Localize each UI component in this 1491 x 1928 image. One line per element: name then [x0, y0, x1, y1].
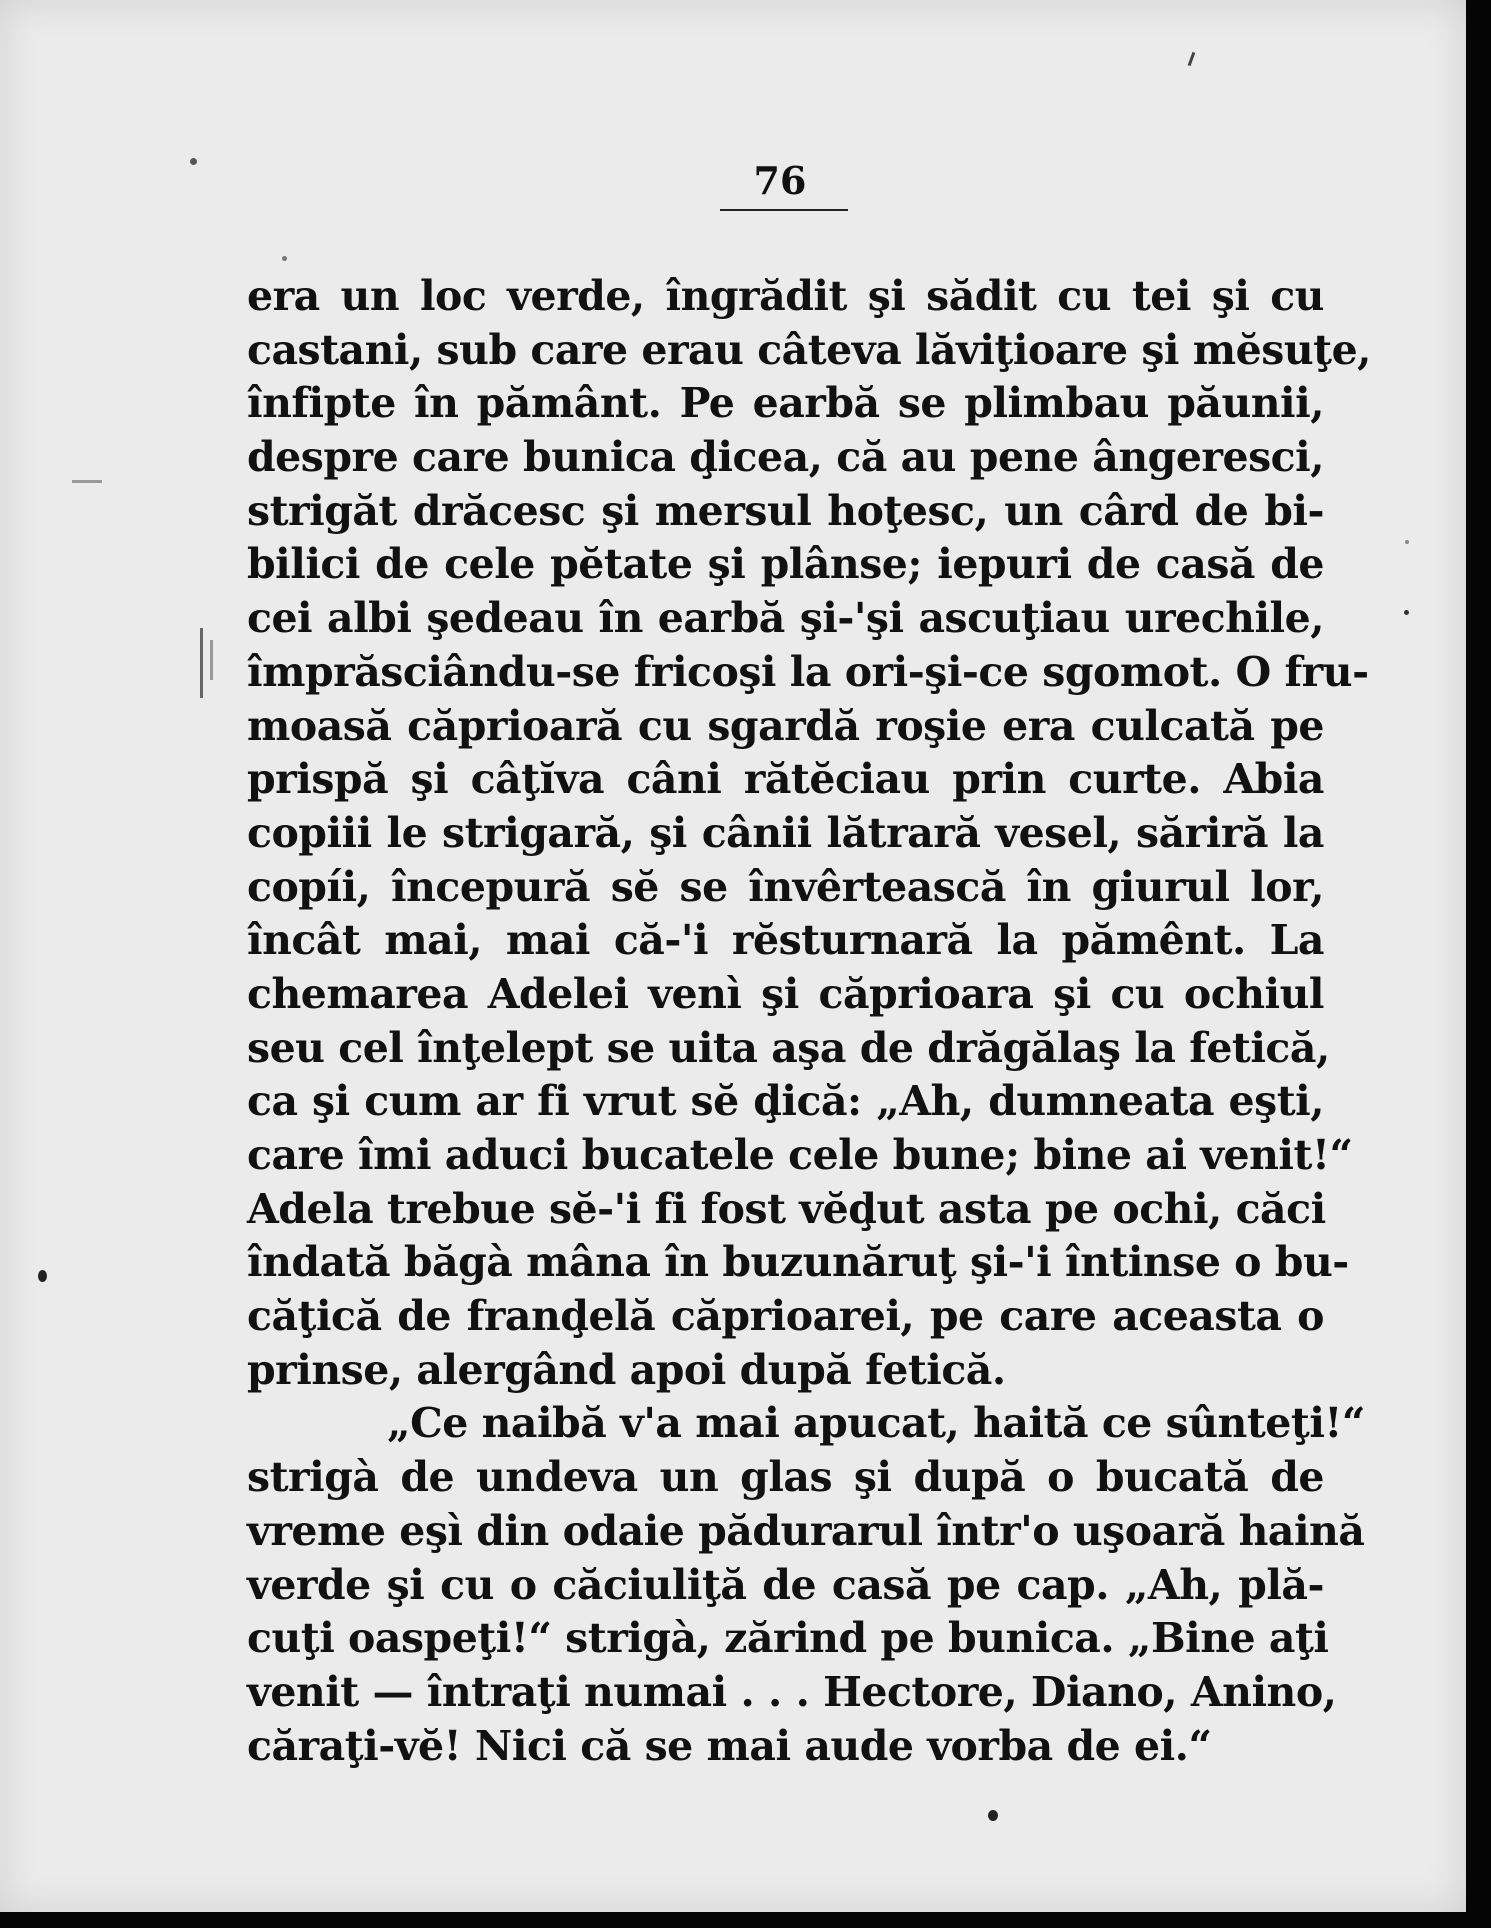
text-line: seu cel înţelept se uita aşa de drăgălaş la fetică, — [247, 1023, 1330, 1072]
text-line: înfipte în pământ. Pe earbă se plimbau păunii, — [247, 379, 1324, 428]
text-line: vreme eşì din odaie pădurarul într'o uşoară haină — [247, 1506, 1365, 1555]
scan-speck — [1404, 610, 1409, 615]
text-line: venit — întraţi numai . . . Hectore, Diano, Anino, — [247, 1667, 1337, 1716]
scan-mark — [210, 640, 213, 680]
text-line: căraţi-vĕ! Nici că se mai aude vorba de ei.“ — [247, 1721, 1212, 1770]
text-line: „Ce naibă v'a mai apucat, haită ce sûnteţi!“ — [387, 1399, 1365, 1448]
scan-border-right — [1466, 0, 1491, 1928]
text-line: verde şi cu o căciuliţă de casă pe cap. „Ah, plă- — [247, 1560, 1324, 1609]
text-line: strigà de undeva un glas şi după o bucată de — [247, 1453, 1324, 1502]
text-line: copíi, începură sĕ se învêrtească în giurul lor, — [247, 862, 1324, 911]
body-text — [247, 270, 1371, 1773]
text-line: moasă căprioară cu sgardă roşie era culcată pe — [247, 701, 1324, 750]
scan-speck — [988, 1810, 998, 1821]
page-number: 76 — [753, 158, 807, 203]
scan-speck — [190, 158, 197, 165]
text-line: copiii le strigară, şi cânii lătrară vesel, săriră la — [247, 808, 1324, 857]
scan-speck — [282, 256, 287, 261]
text-line: îndată băgà mâna în buzunăruţ şi-'i întinse o bu- — [247, 1238, 1349, 1287]
scan-speck — [38, 1270, 47, 1282]
scan-speck — [1405, 540, 1409, 544]
text-line: ca şi cum ar fi vrut sĕ ḑică: „Ah, dumneata eşti, — [247, 1077, 1324, 1126]
text-line: era un loc verde, îngrădit şi sădit cu tei şi cu — [247, 272, 1324, 320]
text-line: despre care bunica ḑicea, că au pene ângeresci, — [247, 433, 1324, 482]
text-line: cei albi şedeau în earbă şi-'şi ascuţiau urechile, — [247, 594, 1324, 643]
text-line: prinse, alergând apoi după fetică. — [247, 1345, 1006, 1394]
page-number-rule — [720, 209, 848, 211]
text-line: bilici de cele pĕtate şi plânse; iepuri de casă de — [247, 540, 1324, 589]
scan-mark — [1188, 52, 1196, 66]
text-line: castani, sub care erau câteva lăviţioare şi mĕsuţe, — [247, 325, 1371, 374]
text-line: căţică de franḑelă căprioarei, pe care aceasta o — [247, 1292, 1324, 1341]
scan-border-bottom — [0, 1912, 1491, 1928]
text-line: prispă şi câţĭva câni rătĕciau prin curte. Abia — [247, 755, 1324, 804]
text-line: cuţi oaspeţi!“ strigà, zărind pe bunica. „Bine aţi — [247, 1614, 1329, 1663]
scan-mark — [200, 628, 203, 698]
text-line: strigăt drăcesc şi mersul hoţesc, un cârd de bi- — [247, 486, 1324, 535]
text-line: împrăsciându-se fricoşi la ori-şi-ce sgomot. O fru- — [247, 647, 1369, 696]
scan-mark — [72, 480, 102, 483]
text-line: Adela trebue sĕ-'i fi fost vĕḑut asta pe ochi, căci — [247, 1184, 1326, 1233]
text-line: chemarea Adelei venì şi căprioara şi cu ochiul — [247, 969, 1324, 1018]
text-line: care îmi aduci bucatele cele bune; bine ai venit!“ — [247, 1131, 1353, 1179]
text-line: încât mai, mai că-'i rĕsturnară la pămênt. La — [247, 916, 1324, 965]
